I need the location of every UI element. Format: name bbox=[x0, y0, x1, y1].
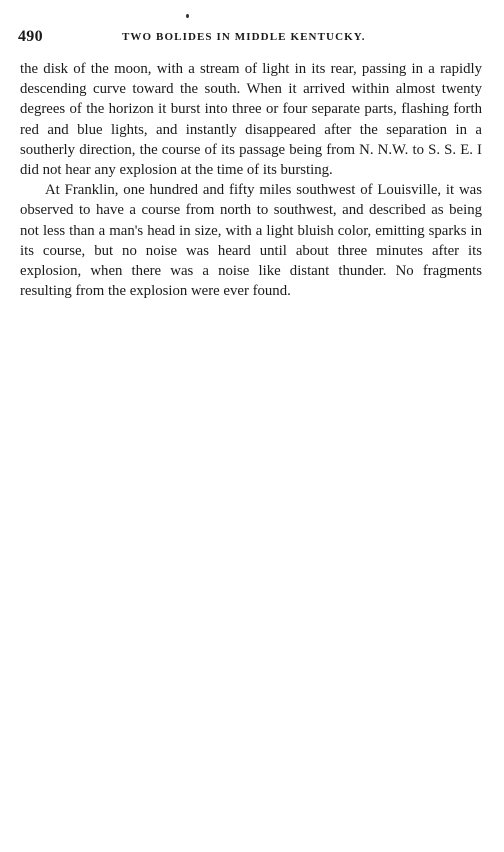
running-title: TWO BOLIDES IN MIDDLE KENTUCKY. bbox=[122, 31, 366, 43]
page-header bbox=[18, 28, 486, 48]
page-number: 490 bbox=[18, 28, 43, 45]
paragraph-2: At Franklin, one hundred and fifty miles southwest of Louisville, it was observed to have a course from north to southwest, and described as being not less than a man's head in size, with a light bluish color, emitting sparks in its course, but no noise was heard until about three minutes after its explosion, when there was a noise like distant thunder. No fragments resulting from the explosion were ever found. bbox=[20, 182, 482, 300]
ink-speck bbox=[186, 14, 189, 18]
body-text bbox=[20, 59, 482, 301]
paragraph-1: the disk of the moon, with a stream of light in its rear, passing in a rapidly descending curve toward the south. When it arrived within almost twenty degrees of the horizon it burst into three or four separate parts, flashing forth red and blue lights, and instantly disappeared after the separation in a southerly direction, the course of its passage being from N. N.W. to S. S. E. I did not hear any explosion at the time of its bursting. bbox=[20, 61, 482, 179]
